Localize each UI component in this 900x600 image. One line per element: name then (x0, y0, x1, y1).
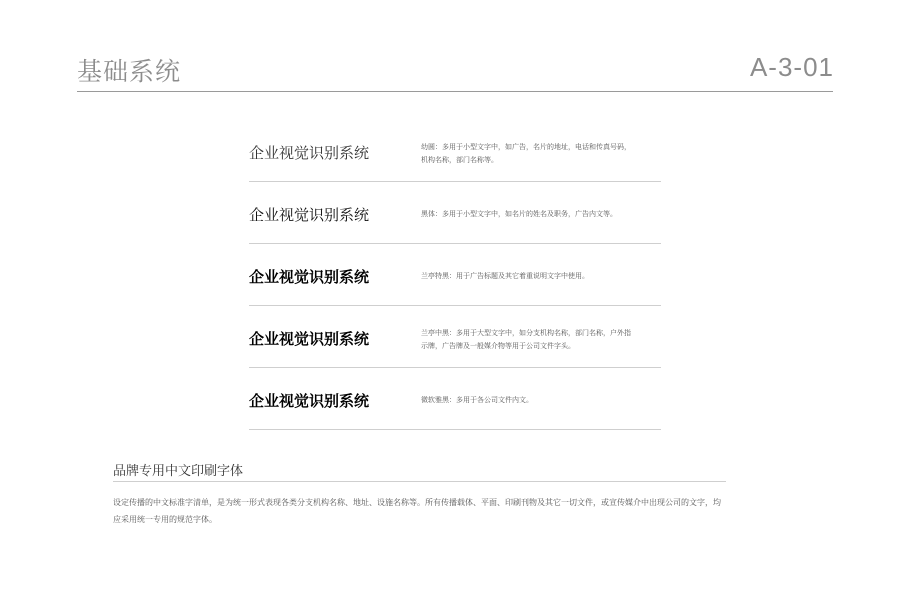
page-title: 基础系统 (77, 57, 182, 86)
header-divider (77, 91, 833, 92)
font-sample-description: 幼圆：多用于小型文字中，如广告，名片的地址，电话和传真号码，机构名称，部门名称等。 (421, 143, 631, 164)
font-sample-text: 企业视觉识别系统 (249, 392, 370, 410)
font-sample-text: 企业视觉识别系统 (249, 330, 370, 348)
font-sample-text: 企业视觉识别系统 (249, 144, 370, 162)
font-sample-row (249, 182, 661, 244)
page-code: A-3-01 (749, 52, 834, 82)
font-sample-text: 企业视觉识别系统 (249, 268, 370, 286)
font-sample-row (249, 120, 661, 182)
font-sample-row (249, 368, 661, 430)
font-sample-row (249, 306, 661, 368)
font-sample-list (249, 120, 661, 430)
section-divider (113, 481, 726, 482)
font-sample-description: 兰亭中黑：多用于大型文字中，如分支机构名称，部门名称，户外指示牌，广告牌及一般媒介物等用于公司文件字头。 (421, 329, 631, 350)
font-sample-description: 微软雅黑：多用于各公司文件内文。 (421, 396, 533, 404)
section-body-text: 设定传播的中文标准字清单，是为统一形式表现各类分支机构名称、地址、设施名称等。所有传播载体、平面、印刷刊物及其它一切文件，或宣传媒介中出现公司的文字，均应采用统一专用的规范字体。 (113, 498, 721, 524)
font-sample-description: 黑体：多用于小型文字中，如名片的姓名及职务，广告内文等。 (421, 210, 617, 218)
font-sample-row (249, 244, 661, 306)
font-sample-text: 企业视觉识别系统 (249, 206, 370, 224)
font-sample-description: 兰亭特黑：用于广告标题及其它着重说明文字中使用。 (421, 272, 589, 280)
section-title: 品牌专用中文印刷字体 (113, 464, 244, 479)
